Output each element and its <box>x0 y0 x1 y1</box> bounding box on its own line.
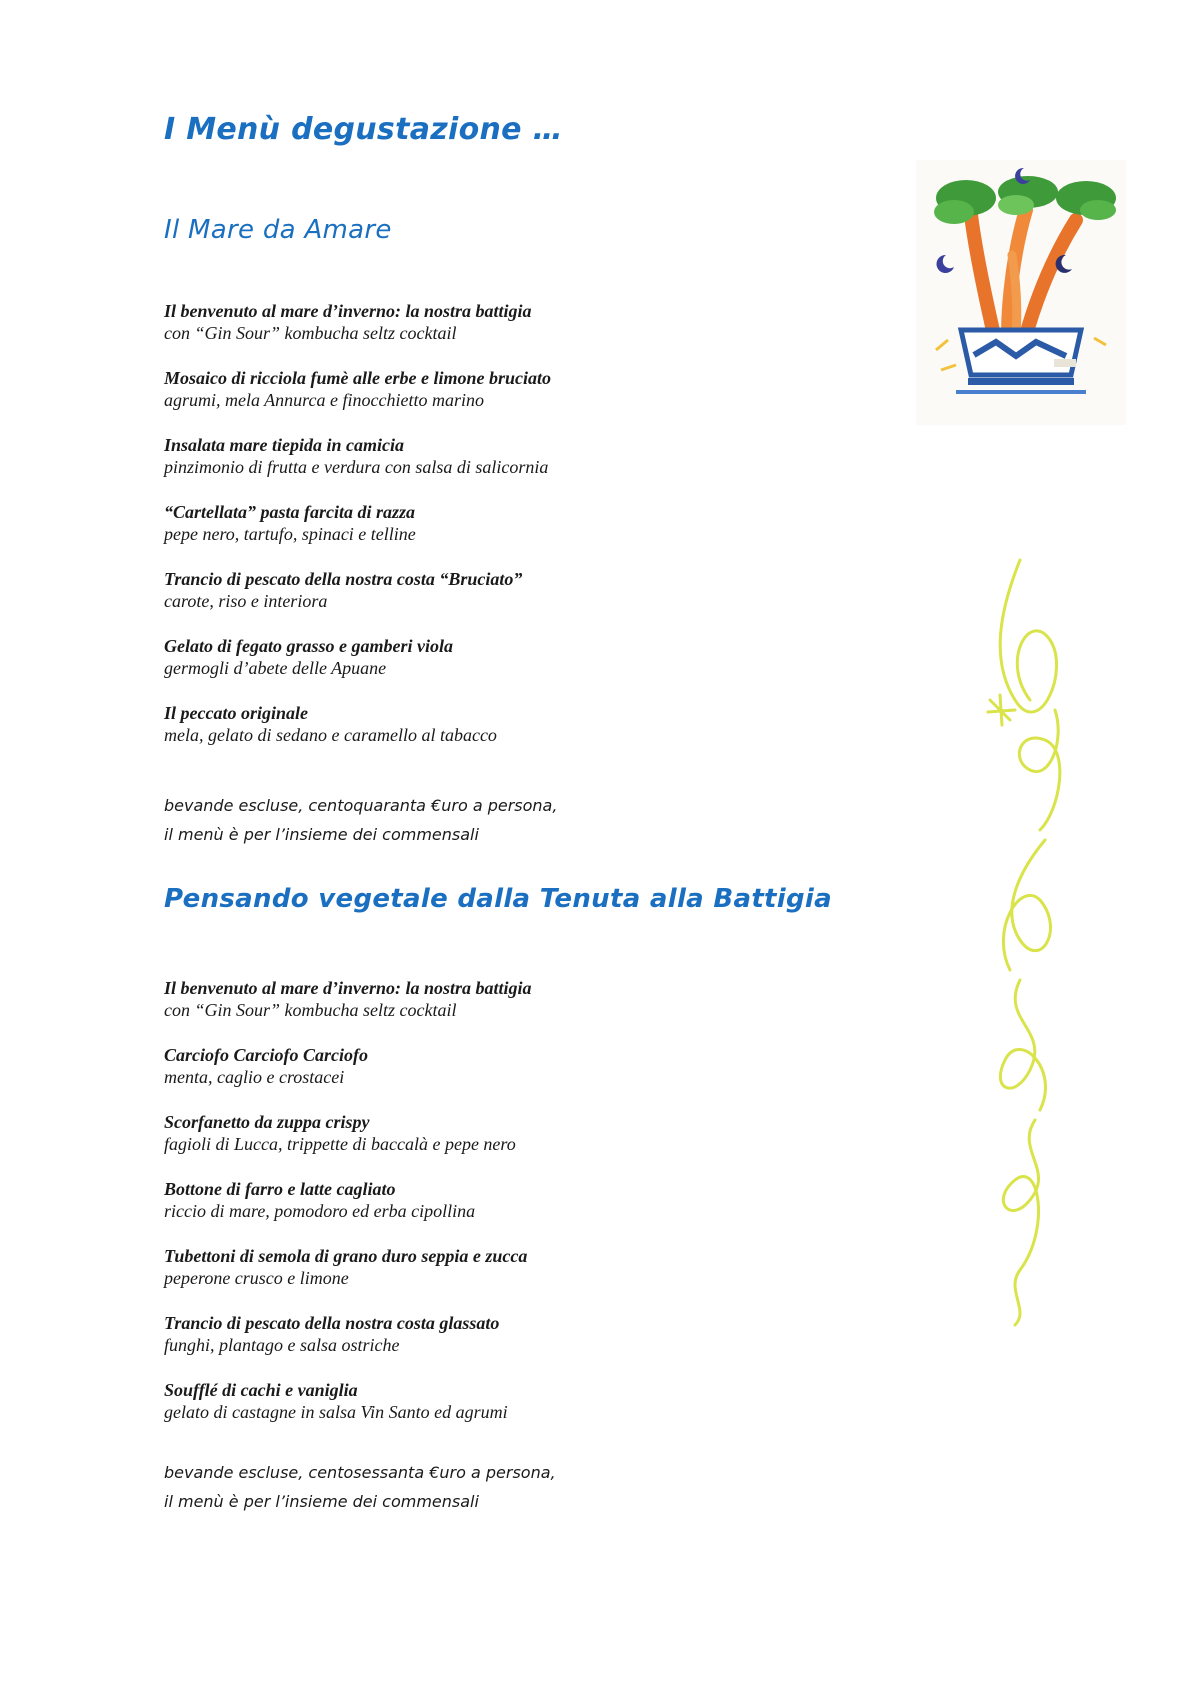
price-note-line: il menù è per l’insieme dei commensali <box>164 825 479 844</box>
dish-item <box>164 1111 884 1155</box>
dish-item <box>164 1044 884 1088</box>
dish-name: Il benvenuto al mare d’inverno: la nostra battigia <box>164 978 532 998</box>
dish-item <box>164 501 884 545</box>
signature-stroke <box>1003 1120 1038 1270</box>
dish-description: con “Gin Sour” kombucha seltz cocktail <box>164 323 457 343</box>
dish-description: mela, gelato di sedano e caramello al tabacco <box>164 725 497 745</box>
dish-item <box>164 977 884 1021</box>
dish-item <box>164 702 884 746</box>
price-note-line: il menù è per l’insieme dei commensali <box>164 1492 479 1511</box>
dish-description: fagioli di Lucca, trippette di baccalà e pepe nero <box>164 1134 516 1154</box>
dish-name: Trancio di pescato della nostra costa “Bruciato” <box>164 569 523 589</box>
potted-trees-illustration <box>916 160 1126 425</box>
signature-stroke <box>1000 980 1045 1110</box>
dish-name: Tubettoni di semola di grano duro seppia e zucca <box>164 1246 528 1266</box>
dish-description: menta, caglio e crostacei <box>164 1067 345 1087</box>
dish-name: Il benvenuto al mare d’inverno: la nostra battigia <box>164 301 532 321</box>
dish-description: germogli d’abete delle Apuane <box>164 658 387 678</box>
pot-base <box>968 378 1074 385</box>
dish-description: riccio di mare, pomodoro ed erba cipollina <box>164 1201 476 1221</box>
dish-list-mare <box>164 300 884 769</box>
signature-stroke <box>1003 840 1050 970</box>
handwritten-signature <box>960 550 1090 1330</box>
price-note-vegetale <box>164 1458 556 1516</box>
dish-item <box>164 434 884 478</box>
dish-item <box>164 1312 884 1356</box>
dish-description: funghi, plantago e salsa ostriche <box>164 1335 400 1355</box>
dish-description: carote, riso e interiora <box>164 591 328 611</box>
dish-name: “Cartellata” pasta farcita di razza <box>164 502 416 522</box>
dish-item <box>164 635 884 679</box>
dish-description: agrumi, mela Annurca e finocchietto marino <box>164 390 484 410</box>
menu-title-vegetale: Pensando vegetale dalla Tenuta alla Battigia <box>164 884 832 914</box>
dish-name: Insalata mare tiepida in camicia <box>164 435 405 455</box>
dish-item <box>164 1379 884 1423</box>
dish-name: Carciofo Carciofo Carciofo <box>164 1045 368 1065</box>
dish-item <box>164 568 884 612</box>
signature-stroke <box>1019 710 1059 830</box>
dish-name: Mosaico di ricciola fumè alle erbe e limone bruciato <box>164 368 551 388</box>
dish-description: peperone crusco e limone <box>164 1268 349 1288</box>
dish-name: Il peccato originale <box>164 703 308 723</box>
dish-description: gelato di castagne in salsa Vin Santo ed agrumi <box>164 1402 508 1422</box>
dish-name: Bottone di farro e latte cagliato <box>164 1179 396 1199</box>
signature-stroke <box>1000 560 1056 712</box>
signature-stroke <box>1015 1270 1020 1325</box>
dish-item <box>164 1178 884 1222</box>
tree-foliage <box>998 195 1034 215</box>
price-note-line: bevande escluse, centosessanta €uro a persona, <box>164 1463 556 1482</box>
dish-name: Gelato di fegato grasso e gamberi viola <box>164 636 453 656</box>
dish-description: con “Gin Sour” kombucha seltz cocktail <box>164 1000 457 1020</box>
dish-name: Trancio di pescato della nostra costa glassato <box>164 1313 500 1333</box>
dish-item <box>164 367 884 411</box>
page-title: I Menù degustazione … <box>164 112 563 147</box>
dish-item <box>164 300 884 344</box>
signature-stamp <box>1054 359 1076 367</box>
dish-name: Soufflé di cachi e vaniglia <box>164 1380 358 1400</box>
signature-stroke <box>988 695 1015 725</box>
dish-description: pepe nero, tartufo, spinaci e telline <box>164 524 416 544</box>
dish-description: pinzimonio di frutta e verdura con salsa di salicornia <box>164 457 549 477</box>
tree-trunk <box>1012 255 1017 335</box>
tree-foliage <box>1080 200 1116 220</box>
tree-foliage <box>934 200 974 224</box>
pot-shadow <box>956 390 1086 394</box>
dish-item <box>164 1245 884 1289</box>
price-note-line: bevande escluse, centoquaranta €uro a persona, <box>164 796 558 815</box>
price-note-mare <box>164 791 557 849</box>
menu-title-mare: Il Mare da Amare <box>164 215 392 245</box>
dish-name: Scorfanetto da zuppa crispy <box>164 1112 370 1132</box>
dish-list-vegetale <box>164 977 884 1446</box>
